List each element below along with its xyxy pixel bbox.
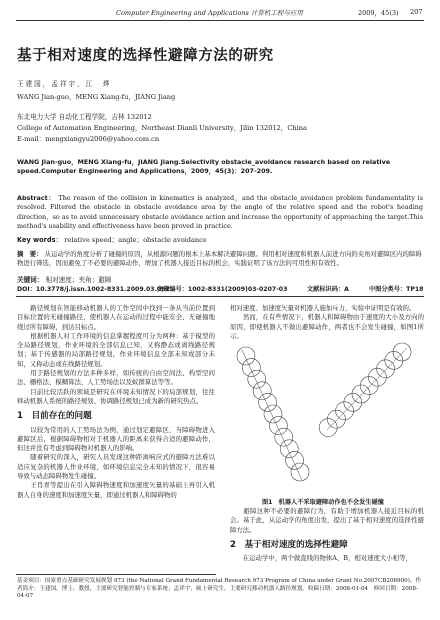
obstacle-path-line	[327, 348, 407, 430]
figure-caption: 图1 机器人不采取避障动作也不会发生碰撞	[262, 499, 384, 506]
journal-name: Computer Engineering and Applications 计算机工程与应用	[116, 9, 303, 17]
body-right-column-bottom	[230, 507, 424, 563]
header-rule	[16, 20, 424, 21]
obstacle-position-circle	[360, 377, 378, 395]
issue-info: 2009，45(3)	[358, 9, 399, 17]
paragraph: 用于路径规划的方法多种多样，如传统的自由空间法、构型空间法、栅格法、模糊算法、人工势场法以及蚁群算法等等。	[17, 369, 215, 387]
robot-path-circles	[237, 347, 309, 481]
paragraph: 避障这种不必要的避障行为，有助于增加机器人接近目标的机会。基于此，从运动学的角度出发，提出了基于相对速度的选择性避障方法。	[230, 507, 424, 534]
clc-number: 中图分类号：TP18	[369, 286, 424, 293]
abstract-rule	[16, 296, 424, 297]
page-number: 207	[410, 8, 423, 16]
paragraph: 然而，在有些情况下，机器人和障碍物由于速度的大小及方向的原因，即使机器人不做出避障动作，两者也不会发生碰撞，如图1所示。	[230, 313, 424, 340]
authors-en: WANG Jian-guo，MENG Xiang-fu，JIANG Jiang	[17, 93, 176, 101]
body-left-column	[17, 304, 215, 500]
obstacle-path-circles	[319, 343, 411, 437]
doi: DOI：10.3778/j.issn.1002-8331.2009.03.062	[17, 286, 170, 293]
paragraph: 相对速度、加速度矢量对机器人施加斥力，实验中证明是有效的。	[230, 304, 416, 312]
obstacle-position-circle	[352, 385, 370, 403]
robot-position-circle	[291, 463, 309, 481]
keywords-en	[17, 236, 207, 245]
abstract-cn	[17, 250, 423, 269]
document-code: 文献标识码：A	[307, 286, 349, 293]
robot-position-circle	[259, 393, 277, 411]
obstacle-position-circle	[368, 368, 386, 386]
obstacle-position-circle	[336, 402, 354, 420]
article-number: 文章编号：1002-8331(2009)03-0207-03	[157, 286, 288, 293]
paragraph: 王肖青等提出在引入障碍物速度和加速度矢量的基础上再引入机器人自身的速度和加速度矢量，即通过机器人和障碍物的	[17, 481, 215, 499]
obstacle-position-circle	[327, 410, 345, 428]
paper-title: 基于相对速度的选择性避障方法的研究	[17, 48, 274, 64]
obstacle-position-circle	[377, 360, 395, 378]
authors-cn: 王建国，孟祥宇，江 烨	[17, 80, 112, 88]
keywords-text: relative speed；angle；obstacle avoidance	[64, 236, 207, 244]
affiliation-cn: 东北电力大学 自动化工程学院，吉林 132012	[17, 113, 152, 121]
obstacle-position-circle	[385, 351, 403, 369]
paragraph: 以较为常用的人工势场法为例，通过划定避障区，当障碍物进入避障区后，根据障碍物相对于机器人的距离来获得合适的避障动作，但这并没有考虑到障碍物对机器人的影响。	[17, 425, 215, 453]
robot-position-circle	[253, 382, 271, 400]
citation-en: WANG Jian-guo，MENG Xiang-fu，JIANG Jiang.Selectivity obstacle_avoidance research based on relative speed.Computer Engineering and Applications，2009，45(3)：207-209.	[17, 158, 391, 175]
keywords-label: Key words：	[17, 236, 63, 244]
affiliation-en: College of Automation Engineering，Northeast Dianli University，Jilin 132012，China	[17, 124, 307, 132]
keywords-cn-label: 关键词：	[17, 276, 44, 284]
robot-position-circle	[242, 359, 260, 377]
robot-position-circle	[269, 417, 287, 435]
footnote-rule	[16, 574, 216, 575]
robot-position-circle	[275, 428, 293, 446]
abstract-cn-label: 摘 要：	[17, 250, 43, 258]
email: E-mail：mengxiangyu2006@yahoo.com.cn	[17, 135, 160, 143]
paragraph: 路径规划在智能移动机器人的工作空间中找到一条从当前位置到目标位置的无碰撞路径，使机器人在运动的过程中能安全、无碰撞地绕过所有障碍，到达目标点。	[17, 304, 215, 331]
paragraph: 根据机器人对工作环境的信息掌握程度可分为两种：基于模型的全局路径规划，作业环境的全部信息已知，又称静态或离线路径规划；基于传感器的局部路径规划，作业环境信息全部未知或部分未知，又称动态或在线路径规划。	[17, 331, 215, 368]
obstacle-position-circle	[319, 419, 337, 437]
abstract-en	[17, 194, 423, 232]
section-heading-2: 2 基于相对速度的选择性避障	[230, 539, 348, 550]
abstract-label: Abstract：	[17, 194, 56, 202]
obstacle-position-circle	[393, 343, 411, 361]
footnote: 基金项目：国家重点基础研究发展规划 973 (the National Grand Fundamental Research 973 Program of China under Grant No.2007CB206900)。作者简介：王建国，博士，教授，主要研究智能控制与专家系统；孟祥宇，硕士研究生，主要研究移动机器人路径规划。收稿日期：2008-01-04 修回日期：2008-04-07	[17, 578, 422, 600]
robot-path-line	[242, 350, 302, 480]
keywords-cn-text: 相对速度；夹角；避障	[45, 276, 112, 284]
robot-position-circle	[286, 451, 304, 469]
section-heading-1: 1 目前存在的问题	[17, 411, 92, 422]
robot-position-circle	[264, 405, 282, 423]
abstract-text: The reason of the collision in kinematics is analyzed，and the obstacle_avoidance problem fundamentality is resolved. Filtered the obstacle in obstacle avoidance area by the angle of the relative speed and the robot's heading direction，so as to avoid unnecessary obstacle avoidance action and increase the opportunity of approaching the target.This method's usability and effectiveness have been proved in practice.	[17, 194, 423, 231]
robot-position-circle	[248, 370, 266, 388]
abstract-cn-text: 从运动学的角度分析了碰撞的原因，从根源问题的根本上基本解决避障问题。利用相对速度和机器人前进方向的夹角对避障区内的障碍物进行筛选，因而避免了不必要的避障动作，增加了机器人接近目标的机会，实践证明了该方法的可用性和有效性。	[17, 250, 422, 268]
robot-position-circle	[237, 347, 255, 365]
paragraph: 随着研究的深入，研究人员发现这种距离响应式的避障方法难以适应复杂的机器人作业环境，如环境信息完全未知的情况下，很容易导致与动态障碍物发生碰撞。	[17, 453, 215, 481]
robot-position-circle	[280, 440, 298, 458]
figure-1-trajectories	[232, 330, 422, 494]
obstacle-position-circle	[344, 393, 362, 411]
running-header	[16, 6, 424, 18]
paragraph: 在运动学中，两个做直线的物体A、B，相对速度大小相等，	[230, 554, 412, 563]
paragraph: 目前比较活跃的领域是研究在环境未知情况下的局部规划，往往移动机器人系统的路径规划、协调路径规划已成为新的研究热点。	[17, 387, 215, 405]
